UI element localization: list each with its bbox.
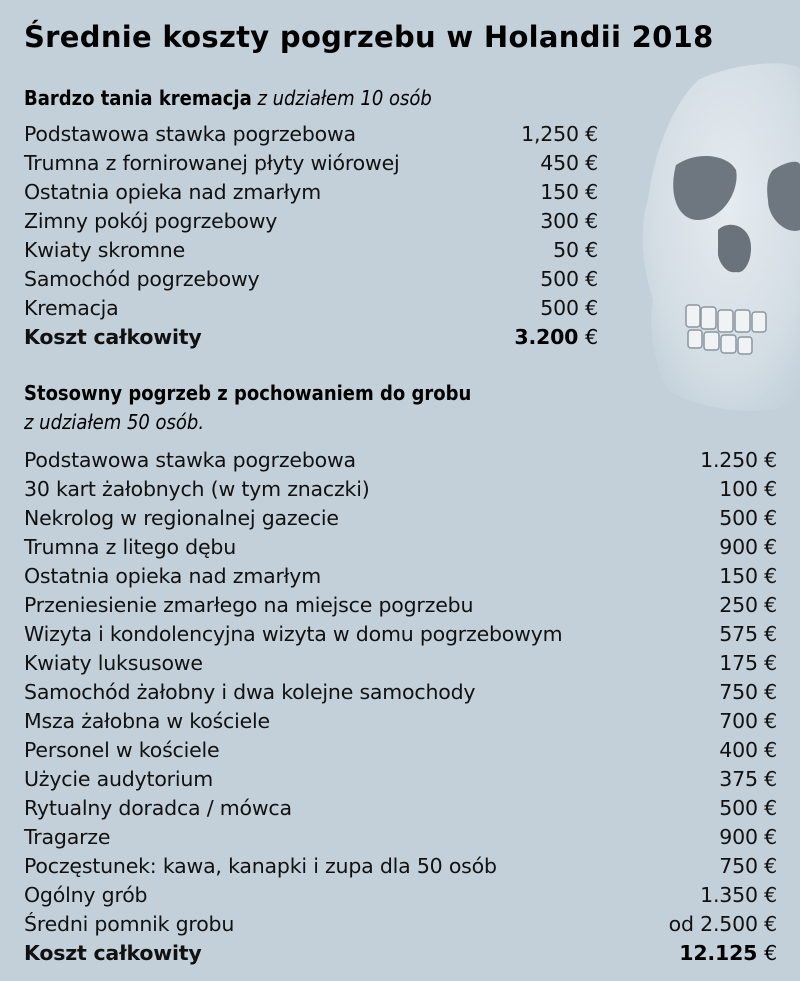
cost-label: Kwiaty luksusowe [24,651,203,675]
total-row [24,939,777,968]
cost-label: Personel w kościele [24,738,220,762]
section-title: Stosowny pogrzeb z pochowaniem do grobu [24,381,472,405]
cost-value: 500 € [540,296,598,320]
section-subtitle: z udziałem 10 osób [257,86,432,110]
cost-label: Podstawowa stawka pogrzebowa [24,122,356,146]
cost-label: Trumna z litego dębu [24,535,236,559]
cost-label: Msza żałobna w kościele [24,709,270,733]
cost-value: 150 € [540,180,598,204]
cost-value: 375 € [719,767,777,791]
cost-label: Wizyta i kondolencyjna wizyta w domu pogrzebowym [24,622,563,646]
cost-value: 500 € [719,796,777,820]
cost-row [24,910,777,939]
cost-row [24,591,777,620]
cost-value: 575 € [719,622,777,646]
cost-row [24,294,598,323]
cost-value: 500 € [540,267,598,291]
cost-label: Średni pomnik grobu [24,912,235,936]
cost-row [24,823,777,852]
cost-row [24,881,777,910]
cost-label: Samochód pogrzebowy [24,267,260,291]
cost-value: 100 € [719,477,777,501]
cost-label: Rytualny doradca / mówca [24,796,292,820]
cost-label: Nekrolog w regionalnej gazecie [24,506,339,530]
cost-value: 400 € [719,738,777,762]
cost-row [24,678,777,707]
cost-value: 750 € [719,854,777,878]
total-value: 12.125 € [679,941,777,965]
cost-value: 300 € [540,209,598,233]
cost-label: Przeniesienie zmarłego na miejsce pogrzebu [24,593,474,617]
cost-list-cremation [24,120,598,352]
cost-label: Użycie audytorium [24,767,213,791]
cost-label: Ostatnia opieka nad zmarłym [24,564,322,588]
section-subtitle: z udziałem 50 osób. [24,410,205,434]
cost-label: Kremacja [24,296,119,320]
cost-value: 175 € [719,651,777,675]
cost-label: Trumna z fornirowanej płyty wiórowej [24,151,400,175]
cost-row [24,707,777,736]
cost-value: 1.350 € [700,883,777,907]
skull-illustration [628,60,800,420]
cost-row [24,475,777,504]
cost-row [24,265,598,294]
total-label: Koszt całkowity [24,941,202,965]
cost-value: 750 € [719,680,777,704]
cost-row [24,149,598,178]
cost-label: Tragarze [24,825,111,849]
cost-label: Poczęstunek: kawa, kanapki i zupa dla 50 osób [24,854,497,878]
cost-value: 700 € [719,709,777,733]
cost-row [24,562,777,591]
cost-label: Ogólny grób [24,883,148,907]
cost-label: Kwiaty skromne [24,238,185,262]
section-subheading-burial [24,410,204,434]
cost-label: Zimny pokój pogrzebowy [24,209,278,233]
section-title: Bardzo tania kremacja [24,86,252,110]
cost-value: 900 € [719,535,777,559]
cost-value: 50 € [553,238,598,262]
total-value: 3.200 € [514,325,598,349]
cost-value: 1,250 € [521,122,598,146]
total-row [24,323,598,352]
cost-value: 500 € [719,506,777,530]
section-heading-burial [24,381,471,405]
cost-row [24,794,777,823]
cost-value: 900 € [719,825,777,849]
page-title: Średnie koszty pogrzebu w Holandii 2018 [24,20,714,54]
cost-row [24,120,598,149]
cost-label: 30 kart żałobnych (w tym znaczki) [24,477,370,501]
cost-row [24,236,598,265]
total-label: Koszt całkowity [24,325,202,349]
cost-row [24,533,777,562]
cost-value: 150 € [719,564,777,588]
cost-row [24,207,598,236]
cost-value: 450 € [540,151,598,175]
cost-row [24,736,777,765]
cost-row [24,620,777,649]
cost-list-burial [24,446,777,968]
cost-value: 250 € [719,593,777,617]
cost-row [24,765,777,794]
cost-row [24,649,777,678]
cost-row [24,446,777,475]
section-heading-cremation [24,86,432,110]
cost-row [24,852,777,881]
cost-label: Podstawowa stawka pogrzebowa [24,448,356,472]
cost-row [24,504,777,533]
cost-label: Ostatnia opieka nad zmarłym [24,180,322,204]
cost-label: Samochód żałobny i dwa kolejne samochody [24,680,476,704]
cost-row [24,178,598,207]
cost-value: 1.250 € [700,448,777,472]
cost-value: od 2.500 € [668,912,777,936]
